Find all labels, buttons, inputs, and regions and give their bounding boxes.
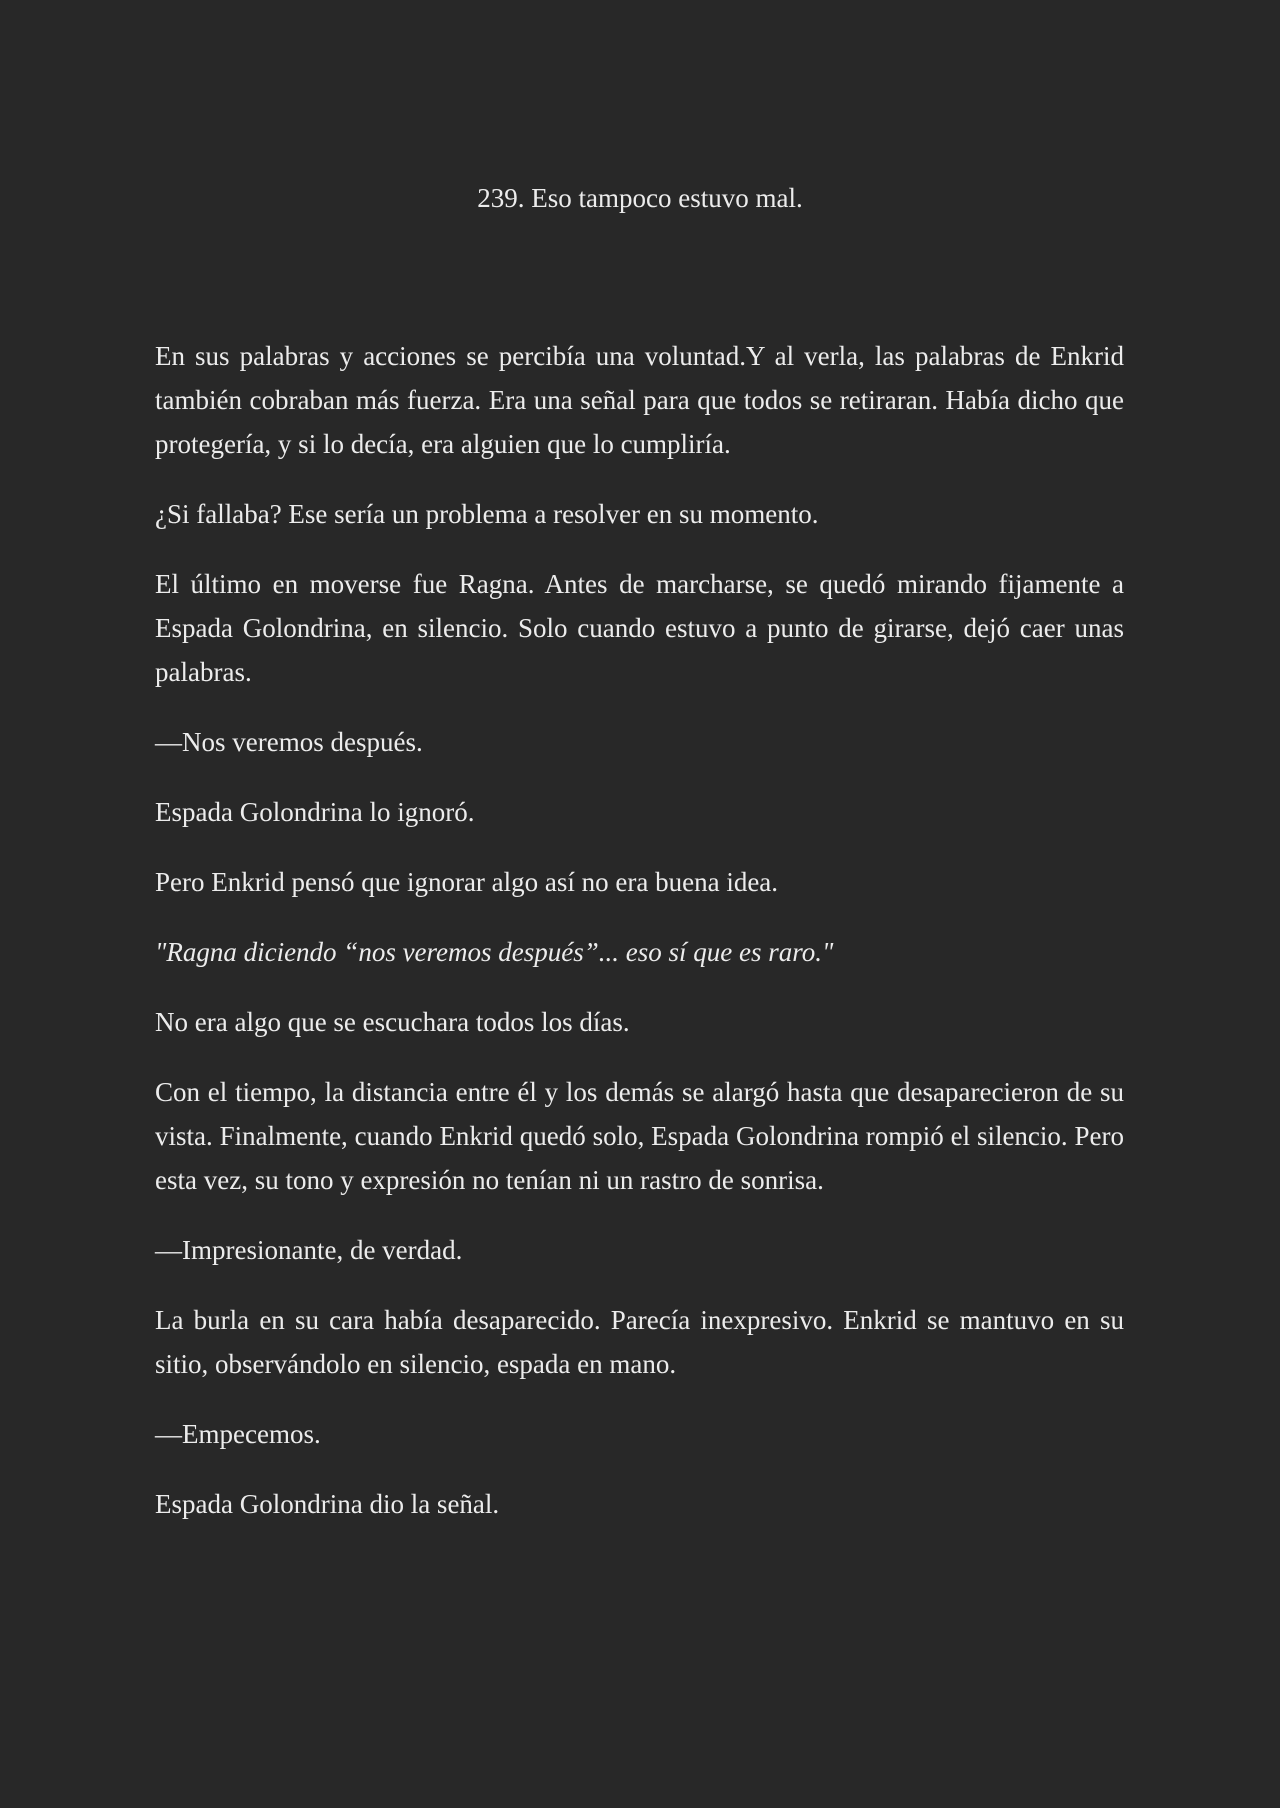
paragraph: Pero Enkrid pensó que ignorar algo así no era buena idea. xyxy=(155,867,779,897)
dialogue-line: —Empecemos. xyxy=(155,1419,321,1449)
paragraph: La burla en su cara había desaparecido. Parecía inexpresivo. Enkrid se mantuvo en su sitio, observándolo en silencio, espada en mano. xyxy=(155,1305,1124,1379)
paragraph: El último en moverse fue Ragna. Antes de marcharse, se quedó mirando fijamente a Espada Golondrina, en silencio. Solo cuando estuvo a punto de girarse, dejó caer unas palabras. xyxy=(155,569,1124,687)
paragraph: Espada Golondrina dio la señal. xyxy=(155,1489,500,1519)
dialogue-line: —Nos veremos después. xyxy=(155,727,423,757)
paragraph: No era algo que se escuchara todos los días. xyxy=(155,1007,630,1037)
dialogue-line: —Impresionante, de verdad. xyxy=(155,1235,463,1265)
chapter-title: 239. Eso tampoco estuvo mal. xyxy=(477,183,803,213)
inner-thought: "Ragna diciendo “nos veremos después”... eso sí que es raro." xyxy=(155,937,834,967)
paragraph: En sus palabras y acciones se percibía una voluntad.Y al verla, las palabras de Enkrid también cobraban más fuerza. Era una señal para que todos se retiraran. Había dicho que protegería, y si lo decía, era alguien que lo cumpliría. xyxy=(155,341,1124,459)
chapter-body xyxy=(155,334,1124,1552)
paragraph: ¿Si fallaba? Ese sería un problema a resolver en su momento. xyxy=(155,499,819,529)
paragraph: Espada Golondrina lo ignoró. xyxy=(155,797,475,827)
paragraph: Con el tiempo, la distancia entre él y los demás se alargó hasta que desaparecieron de su vista. Finalmente, cuando Enkrid quedó solo, Espada Golondrina rompió el silencio. Pero esta vez, su tono y expresión no tenían ni un rastro de sonrisa. xyxy=(155,1077,1124,1195)
